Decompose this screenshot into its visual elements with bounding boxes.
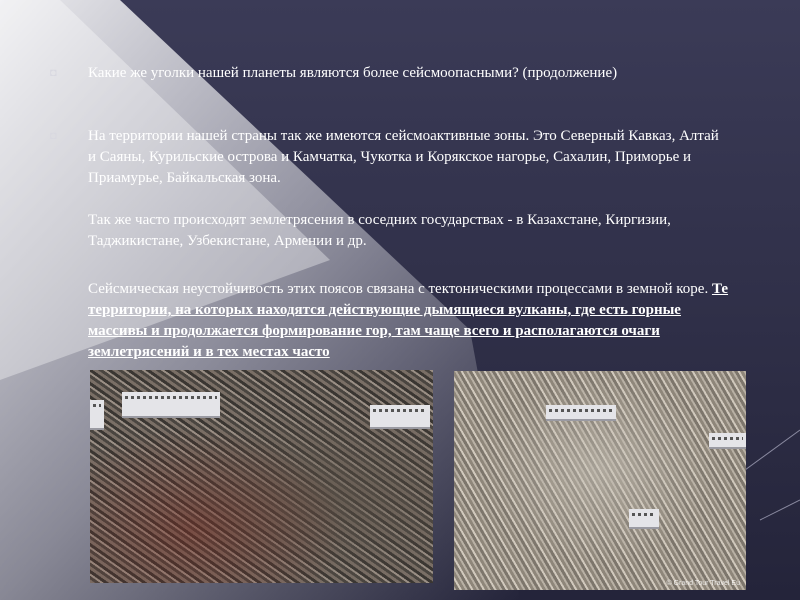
building (122, 392, 220, 418)
building (546, 405, 616, 421)
paragraph-1: Какие же уголки нашей планеты являются более сейсмоопасными? (продолжение) (88, 65, 618, 81)
building (709, 433, 746, 449)
earthquake-ruins-photo-2 (454, 371, 746, 590)
paragraph-2: На территории нашей страны так же имеются сейсмоактивные зоны. Это Северный Кавказ, Алтай и Саяны, Курильские острова и Камчатка, Чукотка и Корякское нагорье, Сахалин, Приморье и Приамурье, Байкальская зона. (88, 128, 719, 186)
corner-line (760, 500, 800, 520)
bullet-icon: ◘ (50, 67, 57, 79)
photo-copyright: © Grand Tour Travel Eu (666, 580, 740, 587)
paragraph-3: Так же часто происходят землетрясения в соседних государствах - в Казахстане, Киргизии, Таджикистане, Узбекистане, Армении и др. (88, 212, 671, 249)
paragraph-4-plain: Сейсмическая неустойчивость этих поясов связана с тектоническими процессами в земной коре. (88, 281, 712, 297)
building (370, 405, 430, 429)
paragraph-4-underlined: Те территории, на которых находятся действующие дымящиеся вулканы, где есть горные массивы и продолжается формирование гор, там чаще всего и располагаются очаги землетрясений и в тех местах часто (88, 281, 729, 360)
corner-line (745, 430, 800, 470)
earthquake-ruins-photo-1 (90, 370, 433, 583)
building (629, 509, 659, 529)
bullet-icon: ◘ (50, 130, 57, 142)
paragraph-4 (88, 279, 738, 363)
building (90, 400, 104, 430)
